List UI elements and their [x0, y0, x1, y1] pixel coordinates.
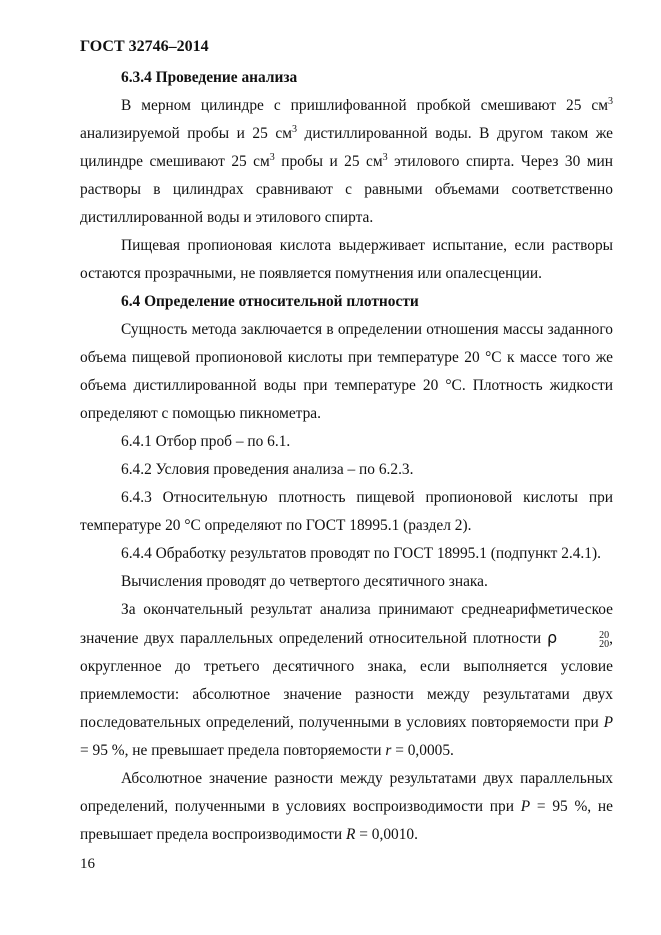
text-run: дистиллированной воды. В другом таком же цилиндре смешивают 25 см: [80, 125, 613, 170]
paragraph-calc-precision: Вычисления проводят до четвертого десятичного знака.: [121, 573, 488, 590]
variable-p: P: [520, 798, 531, 815]
item-643: 6.4.3 Относительную плотность пищевой пропионовой кислоты при температуре 20 °С определяют по ГОСТ 18995.1 (раздел 2).: [80, 489, 613, 534]
section-heading-634: 6.3.4 Проведение анализа: [121, 69, 298, 86]
paragraph-mixing: [80, 92, 613, 232]
superscript: 3: [382, 152, 388, 163]
paragraph-test-result: Пищевая пропионовая кислота выдерживает испытание, если растворы остаются прозрачными, не появляется помутнения или опалесценции.: [80, 237, 613, 282]
variable-r: r: [385, 742, 392, 759]
text-run: = 95 %, не превышает предела воспроизводимости: [80, 798, 613, 843]
text-run: За окончательный результат анализа принимают среднеарифметическое значение двух параллельных определений относительной плотности: [80, 601, 613, 647]
paragraph-method-essence: Сущность метода заключается в определении отношения массы заданного объема пищевой пропионовой кислоты при температуре 20 °С к массе того же объема дистиллированной воды при температуре 20 °С. Плотность жидкости определяют с помощью пикнометра.: [80, 321, 613, 422]
rho-indices: [558, 631, 609, 649]
paragraph-reproducibility: [80, 765, 613, 849]
text-run: В мерном цилиндре с пришлифованной пробкой смешивают 25 см: [121, 97, 608, 114]
item-642: 6.4.2 Условия проведения анализа – по 6.2.3.: [121, 461, 414, 478]
rho-subscript: 20: [599, 639, 610, 650]
rho-symbol: ρ: [546, 628, 558, 647]
text-run: = 0,0010.: [355, 826, 418, 843]
section-heading-64: 6.4 Определение относительной плотности: [121, 293, 419, 310]
item-644: 6.4.4 Обработку результатов проводят по ГОСТ 18995.1 (подпункт 2.4.1).: [121, 545, 601, 562]
text-run: , округленное до третьего десятичного знака, если выполняется условие приемлемости: абсолютное значение разности между результатами двух последовательных определений, полученными в условиях повторяемости при: [80, 630, 613, 731]
superscript: 3: [291, 124, 297, 135]
variable-r-upper: R: [346, 826, 356, 843]
text-run: этилового спирта. Через 30 мин растворы в цилиндрах сравнивают с равными объемами соответственно дистиллированной воды и этилового спирта.: [80, 153, 613, 226]
text-run: Абсолютное значение разности между результатами двух параллельных определений, полученными в условиях воспроизводимости при: [80, 770, 613, 815]
document-header: ГОСТ 32746–2014: [80, 38, 209, 55]
item-641: 6.4.1 Отбор проб – по 6.1.: [121, 433, 291, 450]
variable-p: P: [603, 714, 613, 731]
rho-superscript: 20: [599, 630, 610, 641]
text-run: = 0,0005.: [391, 742, 454, 759]
document-body: [80, 64, 613, 849]
paragraph-final-result: [80, 596, 613, 765]
superscript: 3: [608, 96, 613, 107]
text-run: пробы и 25 см: [274, 153, 383, 170]
page-number: 16: [80, 856, 95, 872]
text-run: анализируемой пробы и 25 см: [80, 125, 292, 142]
superscript: 3: [269, 152, 275, 163]
text-run: = 95 %, не превышает предела повторяемости: [80, 742, 386, 759]
